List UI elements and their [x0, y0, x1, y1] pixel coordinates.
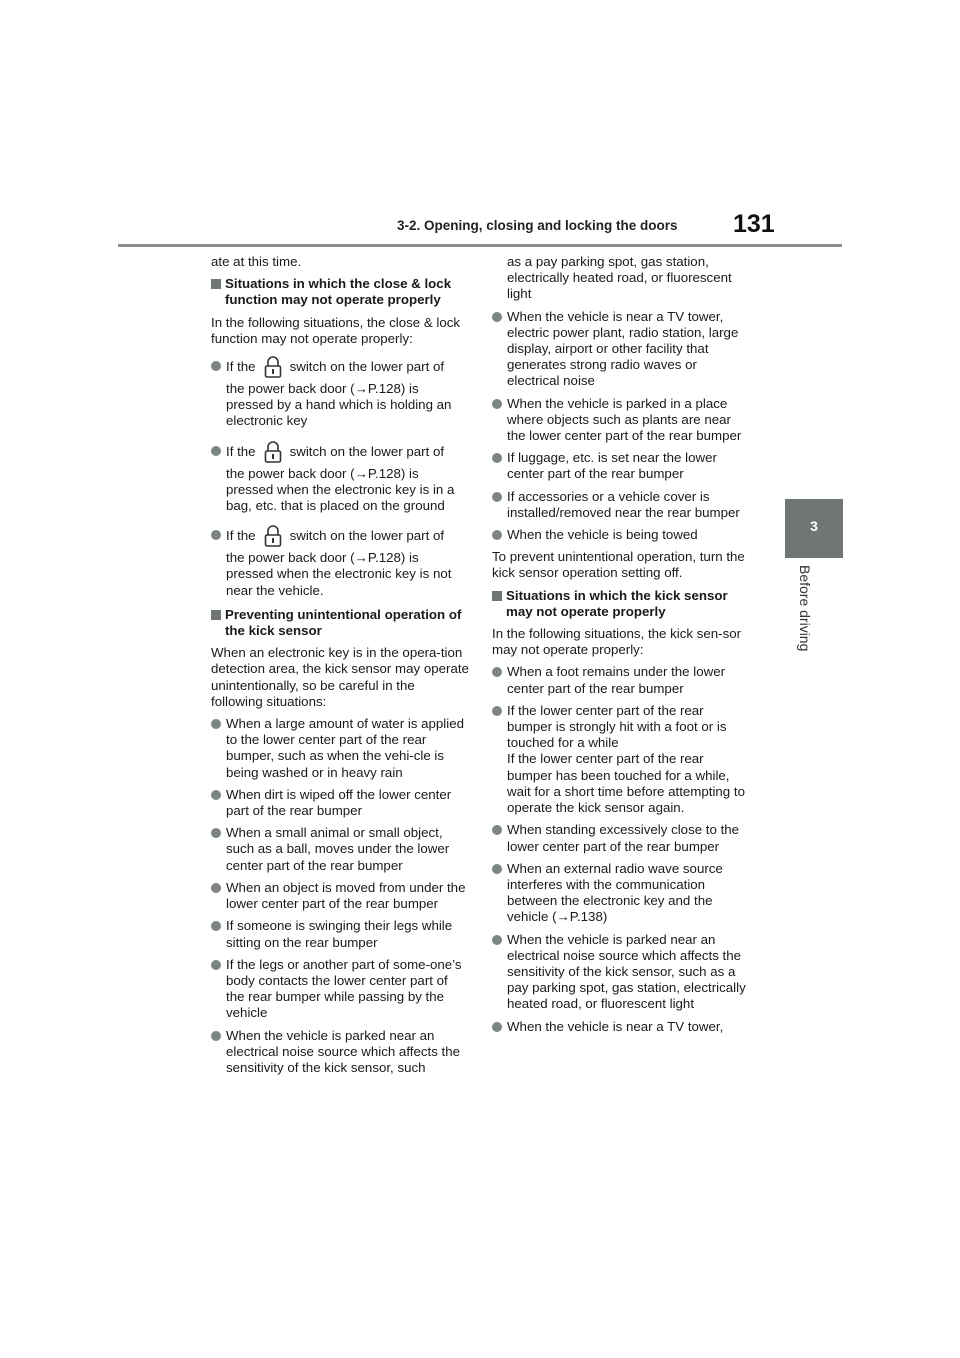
intro-text: ate at this time. — [211, 254, 302, 269]
bullet-dot-icon — [492, 530, 502, 540]
heading-text: Situations in which the close & lock function may not operate properly — [225, 276, 452, 308]
item-text: When a foot remains under the lower center part of the rear bumper — [507, 664, 726, 696]
paragraph: In the following situations, the kick sen-sor may not operate properly: — [492, 626, 742, 658]
list-item — [492, 489, 751, 521]
bullet-dot-icon — [211, 921, 221, 931]
square-marker-icon — [492, 591, 502, 601]
item-subtext: If the lower center part of the rear bumper has been touched for a while, wait for a short time before attempting to operate the kick sensor again. — [507, 751, 745, 816]
item-text: the power back door (→P.128) is pressed by a hand which is holding an electronic key — [226, 381, 452, 429]
item-text: When the vehicle is parked near an electrical noise source which affects the sensitivity of the kick sensor, such as a pay parking spot, gas station, electrically heated road, or fluorescent light — [507, 931, 746, 1012]
item-text: When an external radio wave source interferes with the communication between the electronic key and the vehicle (→P.138) — [507, 860, 723, 925]
list-item — [492, 527, 751, 543]
list-item — [211, 825, 469, 874]
heading-close-lock — [211, 276, 469, 308]
list-item — [211, 716, 469, 781]
lock-switch-icon — [264, 440, 282, 464]
lock-switch-icon — [264, 524, 282, 548]
list-item — [211, 522, 469, 599]
list-item — [492, 450, 751, 482]
heading-text: Preventing unintentional operation of the kick sensor — [225, 606, 462, 639]
item-text: as a pay parking spot, gas station, electrically heated road, or fluorescent light — [507, 254, 732, 302]
item-text: switch on the lower part of — [289, 358, 445, 374]
item-text: the power back door (→P.128) is pressed when the electronic key is not near the vehicle. — [226, 550, 452, 598]
list-item — [492, 396, 751, 445]
list-item — [492, 703, 751, 816]
heading-text: Situations in which the kick sensor may not operate properly — [506, 587, 728, 619]
bullet-dot-icon — [211, 960, 221, 970]
item-text: If the legs or another part of some-one’s body contacts the lower center part of the rear bumper while passing by the vehicle — [226, 956, 462, 1021]
square-marker-icon — [211, 610, 221, 620]
heading-kick-sensor-prevent — [211, 607, 469, 639]
bullet-dot-icon — [211, 446, 221, 456]
bullet-dot-icon — [492, 935, 502, 945]
bullet-dot-icon — [211, 828, 221, 838]
item-text: If the — [226, 443, 256, 459]
left-column — [211, 254, 469, 1082]
list-item — [211, 880, 469, 912]
paragraph: To prevent unintentional operation, turn the kick sensor operation setting off. — [492, 549, 745, 581]
bullet-dot-icon — [211, 1031, 221, 1041]
bullet-dot-icon — [211, 530, 221, 540]
item-text: If the lower center part of the rear bumper is strongly hit with a foot or is touched for a while — [507, 702, 727, 751]
bullet-dot-icon — [211, 883, 221, 893]
list-item — [492, 822, 751, 854]
item-text: When the vehicle is near a TV tower, — [507, 1018, 724, 1034]
right-column — [492, 254, 751, 1041]
header-divider — [118, 244, 842, 247]
list-item — [211, 918, 469, 950]
item-text: When a large amount of water is applied to the lower center part of the rear bumper, such as when the vehi-cle is being washed or in heavy rain — [226, 716, 465, 780]
list-item — [492, 664, 751, 696]
item-text: If the — [226, 528, 256, 544]
chapter-tab: 3 — [785, 499, 843, 558]
bullet-dot-icon — [211, 361, 221, 371]
item-text: switch on the lower part of — [289, 443, 445, 459]
page-number: 131 — [733, 210, 775, 238]
item-text: If the — [226, 358, 256, 374]
list-item — [211, 957, 469, 1022]
bullet-dot-icon — [492, 312, 502, 322]
item-text: When the vehicle is near a TV tower, electric power plant, radio station, large display, airport or other facility that generates strong radio waves or electrical noise — [507, 308, 739, 389]
item-text: When the vehicle is being towed — [507, 527, 698, 543]
list-item — [211, 787, 469, 819]
item-text: When the vehicle is parked near an electrical noise source which affects the sensitivity of the kick sensor, such — [226, 1027, 461, 1075]
item-text: If luggage, etc. is set near the lower center part of the rear bumper — [507, 450, 717, 482]
bullet-dot-icon — [211, 790, 221, 800]
paragraph: In the following situations, the close & lock function may not operate properly: — [211, 314, 461, 346]
bullet-dot-icon — [492, 399, 502, 409]
item-text: When the vehicle is parked in a place where objects such as plants are near the lower center part of the rear bumper — [507, 395, 742, 444]
lock-switch-icon — [264, 355, 282, 379]
bullet-dot-icon — [492, 1022, 502, 1032]
bullet-dot-icon — [211, 719, 221, 729]
bullet-dot-icon — [492, 667, 502, 677]
item-text: If someone is swinging their legs while sitting on the rear bumper — [226, 918, 453, 950]
bullet-dot-icon — [492, 492, 502, 502]
item-text: When dirt is wiped off the lower center part of the rear bumper — [226, 786, 452, 819]
list-item — [492, 932, 751, 1013]
heading-kick-sensor-fail — [492, 588, 751, 620]
item-text: the power back door (→P.128) is pressed when the electronic key is in a bag, etc. that is placed on the ground — [226, 465, 455, 514]
square-marker-icon — [211, 279, 221, 289]
item-text: switch on the lower part of — [289, 528, 445, 544]
list-item — [492, 1019, 751, 1035]
section-title: 3-2. Opening, closing and locking the doors — [397, 218, 678, 233]
chapter-label: Before driving — [797, 565, 813, 652]
list-item — [211, 353, 469, 430]
list-item-continued — [492, 254, 751, 303]
list-item — [211, 438, 469, 515]
item-text: If accessories or a vehicle cover is installed/removed near the rear bumper — [507, 488, 740, 520]
paragraph: When an electronic key is in the opera-tion detection area, the kick sensor may operate unintentionally, so be careful in the following situations: — [211, 645, 469, 709]
list-item — [492, 309, 751, 390]
item-text: When standing excessively close to the lower center part of the rear bumper — [507, 822, 740, 854]
bullet-dot-icon — [492, 453, 502, 463]
list-item — [492, 861, 751, 926]
item-text: When an object is moved from under the lower center part of the rear bumper — [226, 879, 466, 912]
bullet-dot-icon — [492, 864, 502, 874]
list-item — [211, 1028, 469, 1077]
item-text: When a small animal or small object, such as a ball, moves under the lower center part of the rear bumper — [226, 825, 450, 873]
bullet-dot-icon — [492, 825, 502, 835]
bullet-dot-icon — [492, 706, 502, 716]
